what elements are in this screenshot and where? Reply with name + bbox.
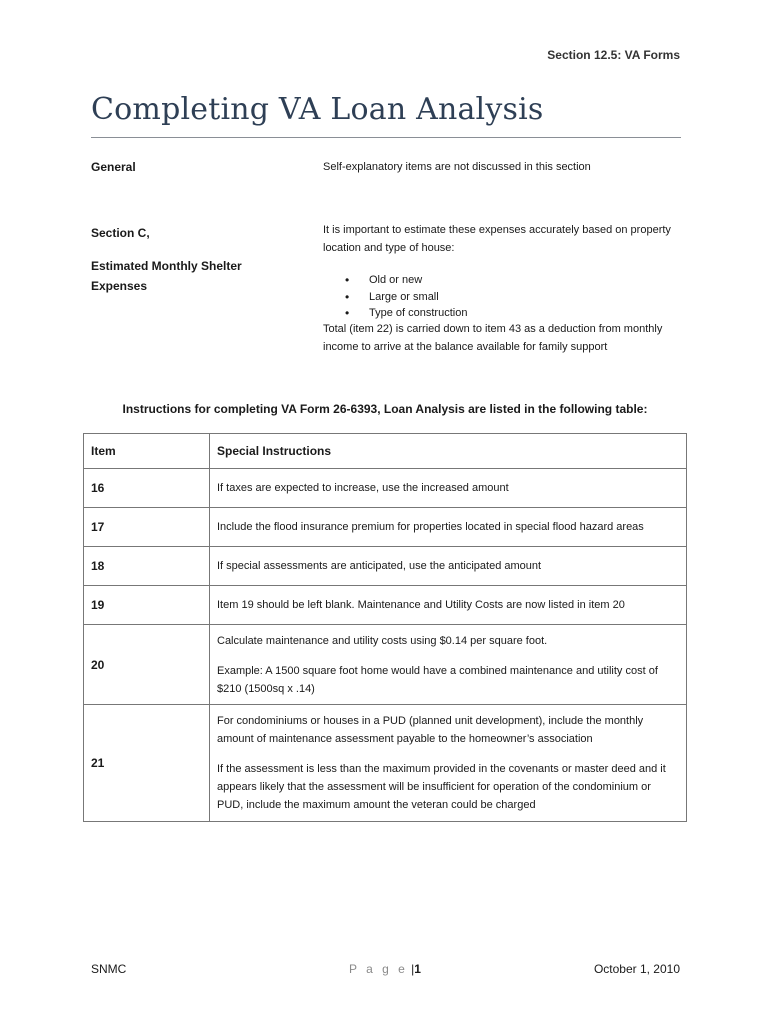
- instruction-text: If the assessment is less than the maximum provided in the covenants or master deed and it appears likely that the assessment will be insufficient for operation of the condominium or PUD, include the maximum amount the veteran could be charged: [217, 763, 666, 811]
- house-type-list: [341, 272, 467, 322]
- page-number: 1: [414, 962, 421, 976]
- instructions-table: [83, 433, 687, 822]
- table-caption: Instructions for completing VA Form 26-6393, Loan Analysis are listed in the following table:: [122, 402, 648, 416]
- footer-org: SNMC: [91, 962, 127, 976]
- general-label: General: [91, 160, 136, 174]
- instruction-cell: [210, 705, 687, 822]
- instruction-text: If taxes are expected to increase, use the increased amount: [210, 469, 687, 508]
- table-row: [84, 625, 687, 705]
- instruction-cell: [210, 625, 687, 705]
- instruction-text: Item 19 should be left blank. Maintenance and Utility Costs are now listed in item 20: [210, 586, 687, 625]
- list-item: • Old or new: [341, 272, 467, 289]
- item-number: 21: [84, 705, 210, 822]
- general-text: Self-explanatory items are not discussed in this section: [323, 161, 591, 173]
- section-c-subtitle: Estimated Monthly Shelter Expenses: [91, 259, 242, 293]
- item-number: 20: [84, 625, 210, 705]
- page-separator: |: [411, 962, 415, 976]
- section-c-label: Section C,: [91, 226, 150, 240]
- table-row: [84, 508, 687, 547]
- table-row: [84, 705, 687, 822]
- section-c-intro: It is important to estimate these expenses accurately based on property location and type of house:: [323, 224, 671, 254]
- footer-date: October 1, 2010: [593, 962, 680, 976]
- total-note: Total (item 22) is carried down to item 43 as a deduction from monthly income to arrive at the balance available for family support: [323, 323, 663, 353]
- item-number: 19: [84, 586, 210, 625]
- item-number: 16: [84, 469, 210, 508]
- column-header-item: Item: [84, 434, 210, 469]
- title-divider: [91, 137, 681, 138]
- instruction-text: Calculate maintenance and utility costs using $0.14 per square foot.: [217, 634, 548, 647]
- list-item: • Type of construction: [341, 305, 467, 322]
- instruction-text: If special assessments are anticipated, use the anticipated amount: [210, 547, 687, 586]
- section-label: Section 12.5: VA Forms: [547, 48, 680, 62]
- item-number: 17: [84, 508, 210, 547]
- list-item: • Large or small: [341, 289, 467, 306]
- item-number: 18: [84, 547, 210, 586]
- instruction-example: Example: A 1500 square foot home would have a combined maintenance and utility cost of $210 (1500sq x .14): [217, 664, 658, 695]
- table-row: [84, 586, 687, 625]
- instruction-text: For condominiums or houses in a PUD (planned unit development), include the monthly amount of maintenance assessment payable to the homeowner’s association: [217, 715, 644, 745]
- instruction-text: Include the flood insurance premium for properties located in special flood hazard areas: [210, 508, 687, 547]
- table-header-row: [84, 434, 687, 469]
- page-label: P a g e: [349, 962, 408, 976]
- page-title: Completing VA Loan Analysis: [91, 92, 544, 127]
- column-header-instructions: Special Instructions: [210, 434, 687, 469]
- table-row: [84, 547, 687, 586]
- table-row: [84, 469, 687, 508]
